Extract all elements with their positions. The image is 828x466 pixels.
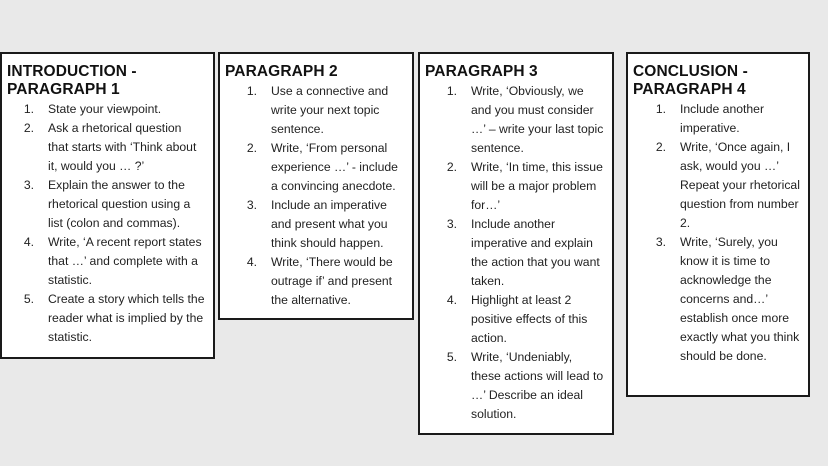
step-list — [225, 82, 404, 310]
list-item — [7, 233, 205, 290]
item-text: Write, ‘There would be outrage if’ and present the alternative. — [271, 255, 393, 307]
item-number: 4. — [23, 235, 34, 249]
item-text: Include another imperative and explain the action that you want taken. — [471, 217, 600, 288]
item-text: Create a story which tells the reader what is implied by the statistic. — [48, 292, 205, 344]
item-text: Include another imperative. — [680, 102, 765, 135]
item-number: 1. — [655, 102, 666, 116]
box-paragraph-3 — [418, 52, 614, 435]
item-text: Write, ‘In time, this issue will be a major problem for…’ — [471, 160, 603, 212]
list-item — [425, 82, 604, 158]
step-list — [7, 100, 205, 347]
item-text: Write, ‘A recent report states that …’ and complete with a statistic. — [48, 235, 202, 287]
box-title: PARAGRAPH 2 — [225, 63, 338, 80]
item-text: Include an imperative and present what you think should happen. — [271, 198, 388, 250]
item-number: 3. — [246, 198, 257, 212]
box-title: PARAGRAPH 3 — [425, 63, 538, 80]
item-number: 3. — [655, 235, 666, 249]
item-text: Use a connective and write your next topic sentence. — [271, 84, 389, 136]
step-list — [425, 82, 604, 424]
item-text: State your viewpoint. — [48, 102, 162, 116]
item-text: Write, ‘Obviously, we and you must consider …’ – write your last topic sentence. — [471, 84, 604, 155]
item-number: 1. — [246, 84, 257, 98]
step-list — [633, 100, 800, 366]
item-number: 2. — [655, 140, 666, 154]
list-item — [425, 348, 604, 424]
list-item — [7, 290, 205, 347]
list-item — [633, 138, 800, 233]
item-number: 1. — [23, 102, 34, 116]
list-item — [225, 139, 404, 196]
item-number: 1. — [446, 84, 457, 98]
item-text: Explain the answer to the rhetorical question using a list (colon and commas). — [48, 178, 191, 230]
item-number: 4. — [246, 255, 257, 269]
item-number: 2. — [23, 121, 34, 135]
list-item — [7, 100, 205, 119]
box-title: INTRODUCTION - PARAGRAPH 1 — [7, 63, 137, 98]
box-title: CONCLUSION - PARAGRAPH 4 — [633, 63, 748, 98]
list-item — [225, 253, 404, 310]
list-item — [425, 215, 604, 291]
list-item — [633, 233, 800, 366]
list-item — [425, 158, 604, 215]
item-number: 2. — [446, 160, 457, 174]
list-item — [7, 176, 205, 233]
list-item — [633, 100, 800, 138]
item-text: Write, ‘Undeniably, these actions will lead to …’ Describe an ideal solution. — [471, 350, 604, 421]
item-number: 2. — [246, 141, 257, 155]
list-item — [225, 196, 404, 253]
item-number: 3. — [446, 217, 457, 231]
box-paragraph-2 — [218, 52, 414, 320]
item-text: Highlight at least 2 positive effects of this action. — [471, 293, 588, 345]
item-text: Ask a rhetorical question that starts with ‘Think about it, would you … ?’ — [48, 121, 197, 173]
item-text: Write, ‘Once again, I ask, would you …’ Repeat your rhetorical question from number 2. — [680, 140, 800, 230]
item-text: Write, ‘Surely, you know it is time to acknowledge the concerns and…’ establish once more exactly what you think should be done. — [680, 235, 800, 363]
box-conclusion-paragraph-4 — [626, 52, 810, 397]
box-introduction-paragraph-1 — [0, 52, 215, 359]
item-number: 5. — [446, 350, 457, 364]
item-text: Write, ‘From personal experience …’ - include a convincing anecdote. — [271, 141, 398, 193]
item-number: 4. — [446, 293, 457, 307]
list-item — [225, 82, 404, 139]
item-number: 5. — [23, 292, 34, 306]
list-item — [425, 291, 604, 348]
list-item — [7, 119, 205, 176]
item-number: 3. — [23, 178, 34, 192]
